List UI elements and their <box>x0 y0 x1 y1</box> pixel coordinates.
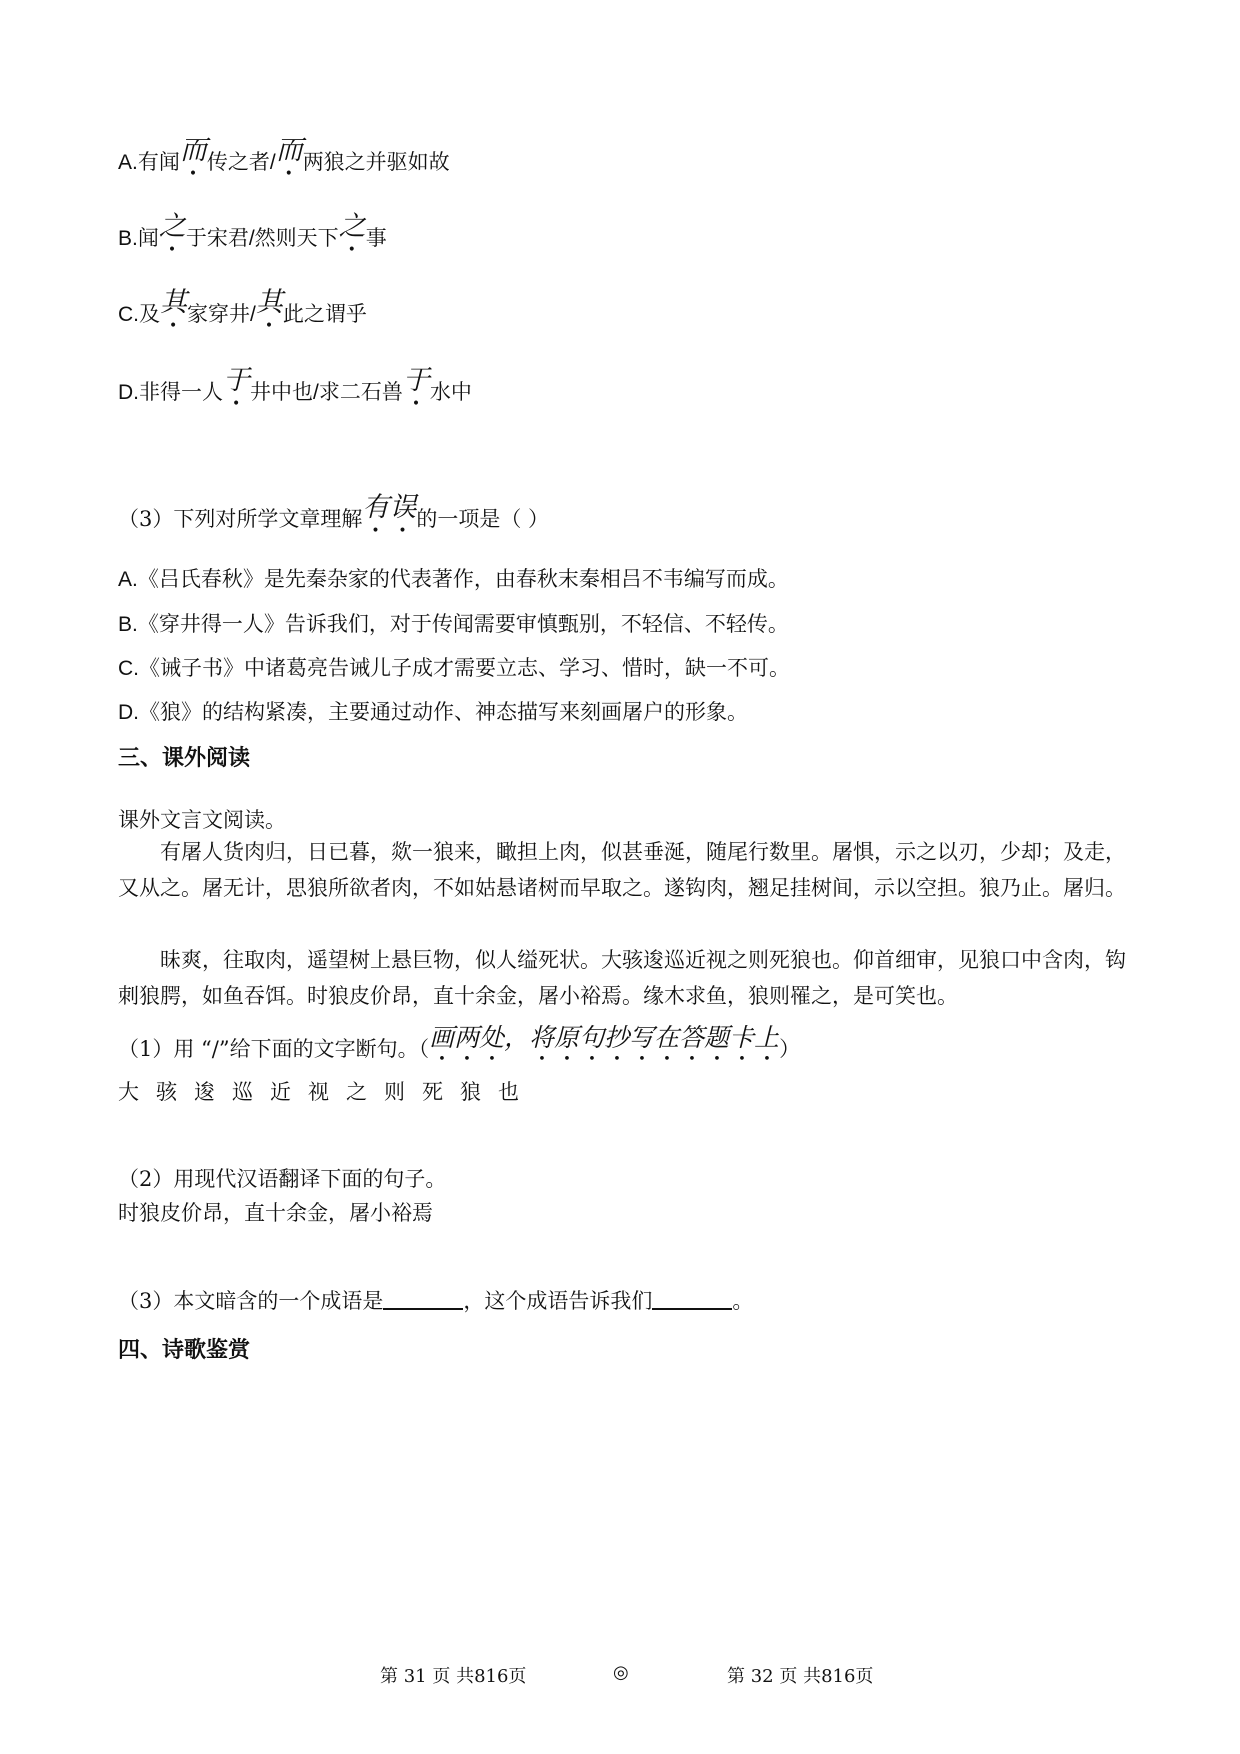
passage-text: 有屠人货肉归，日已暮，欻一狼来，瞰担上肉，似甚垂涎，随尾行数里。屠惧，示之以刃，少却；及走，又从之。屠无计，思狼所欲者肉，不如姑悬诸树而早取之。遂钩肉，翘足挂树间，示以空担。狼乃止。屠归。 <box>118 840 1126 900</box>
sentence-char: 视 <box>308 1080 329 1104</box>
emphasized-word: 有误 <box>362 492 417 523</box>
sentence-char: 大 <box>118 1080 139 1104</box>
q2-option-d <box>118 365 472 422</box>
emphasized-word: 之 <box>338 211 366 242</box>
option-text: B.闻 <box>118 227 159 250</box>
footer-symbol: ◎ <box>613 1662 629 1683</box>
emphasized-word: 于 <box>223 365 250 396</box>
answer-blank-2[interactable] <box>652 1288 732 1310</box>
s3-q3 <box>118 1286 753 1316</box>
question-text: （3）下列对所学文章理解 <box>118 507 363 531</box>
passage-text: 昧爽，往取肉，遥望树上悬巨物，似人缢死状。大骇逡巡近视之则死狼也。仰首细审，见狼口中含肉，钩刺狼腭，如鱼吞饵。时狼皮价昂，直十余金，屠小裕焉。缘木求鱼，狼则罹之，是可笑也。 <box>118 948 1126 1008</box>
section3-intro: 课外文言文阅读。 <box>118 808 286 832</box>
sentence-char: 骇 <box>156 1080 177 1104</box>
emphasized-word: 而 <box>179 135 207 166</box>
option-text: 家穿井/ <box>187 303 256 326</box>
q2-option-c <box>118 287 367 344</box>
answer-blank-1[interactable] <box>383 1288 463 1310</box>
question-text: （3）本文暗含的一个成语是 <box>118 1289 384 1313</box>
q3-option-c: C.《诫子书》中诸葛亮告诫儿子成才需要立志、学习、惜时，缺一不可。 <box>118 657 790 680</box>
sentence-char: 逡 <box>194 1080 215 1104</box>
question-text: ，这个成语告诉我们 <box>463 1289 653 1313</box>
question-text: 。 <box>732 1289 754 1313</box>
option-text: 于宋君/然则天下 <box>185 227 339 250</box>
footer-page-left: 第 31 页 共816页 <box>380 1666 527 1687</box>
option-text: 此之谓乎 <box>282 303 367 326</box>
emphasized-instruction: 画两处，将原句抄写在答题卡上 <box>429 1023 780 1052</box>
question-text: 的一项是（ ） <box>416 507 550 531</box>
option-text: 事 <box>365 227 387 250</box>
option-text: A.有闻 <box>118 151 180 174</box>
option-text: 水中 <box>429 381 472 404</box>
question-text: （1）用 “/”给下面的文字断句。（ <box>118 1037 430 1061</box>
q3-option-b: B.《穿井得一人》告诉我们，对于传闻需要审慎甄别，不轻信、不轻传。 <box>118 613 789 636</box>
emphasized-word: 于 <box>402 365 430 396</box>
section4-heading: 四、诗歌鉴赏 <box>118 1338 251 1363</box>
sentence-char: 巡 <box>232 1080 253 1104</box>
passage-paragraph-1 <box>118 834 1130 906</box>
sentence-char: 狼 <box>460 1080 481 1104</box>
q3-option-d: D.《狼》的结构紧凑，主要通过动作、神态描写来刻画屠户的形象。 <box>118 701 748 724</box>
sentence-char: 之 <box>346 1080 367 1104</box>
emphasized-word: 其 <box>160 287 187 318</box>
passage-paragraph-2 <box>118 942 1130 1014</box>
s3-q1-sentence <box>118 1077 536 1107</box>
option-text: 井中也/求二石兽 <box>250 381 403 404</box>
q2-option-b <box>118 211 387 268</box>
q3-option-a: A.《吕氏春秋》是先秦杂家的代表著作，由春秋末秦相吕不韦编写而成。 <box>118 568 789 591</box>
s3-q2-title: （2）用现代汉语翻译下面的句子。 <box>118 1167 447 1191</box>
s3-q1-title <box>118 1023 801 1077</box>
emphasized-word: 其 <box>255 287 283 318</box>
sentence-char: 也 <box>498 1080 519 1104</box>
option-text: 两狼之并驱如故 <box>302 151 450 174</box>
emphasized-word: 而 <box>275 135 303 166</box>
q3-title <box>118 492 550 549</box>
sentence-char: 近 <box>270 1080 291 1104</box>
emphasized-word: 之 <box>158 211 186 242</box>
sentence-char: 则 <box>384 1080 405 1104</box>
section3-heading: 三、课外阅读 <box>118 746 251 771</box>
option-text: D.非得一人 <box>118 381 223 404</box>
option-text: 传之者/ <box>206 151 276 174</box>
option-text: C.及 <box>118 303 160 326</box>
question-text: ） <box>779 1037 801 1061</box>
footer-page-right: 第 32 页 共816页 <box>727 1666 874 1687</box>
s3-q2-sentence: 时狼皮价昂，直十余金，屠小裕焉 <box>118 1201 433 1225</box>
q2-option-a <box>118 135 450 192</box>
sentence-char: 死 <box>422 1080 443 1104</box>
